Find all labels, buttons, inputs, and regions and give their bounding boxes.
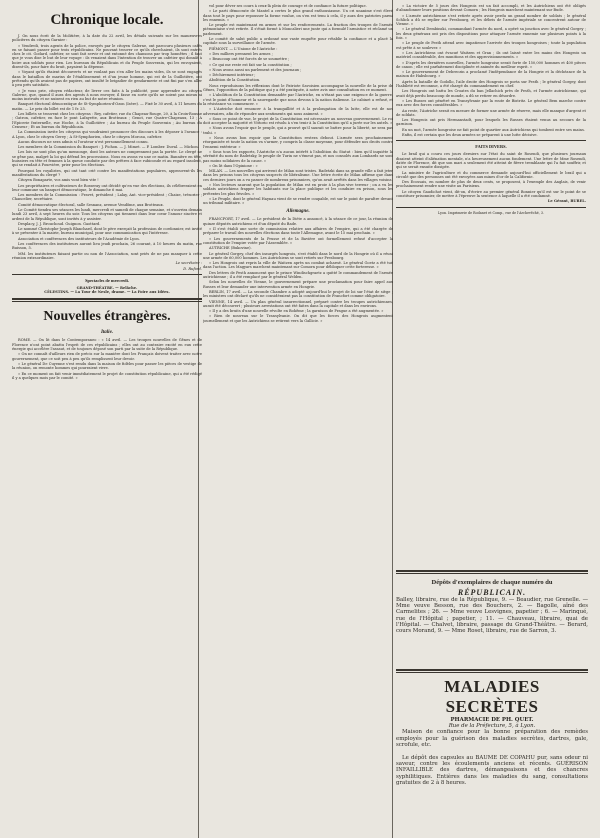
paragraph: « Le peuple de Pesth attend avec impatience l'arrivée des troupes hongroises ; toute la population est prête à se soulever. » [396,41,586,50]
paragraph: Enfin, il est certain que les deux armées se préparent à une lutte décisive. [402,133,538,138]
paragraph: « Des milliers prennent les armes ; [209,51,273,56]
paragraph: En un mot, l'armée hongroise ne fait point de quartier aux Autrichiens qui tombent entre ses mains. [402,127,585,132]
paragraph: « Nos lecteurs sauront que la population de Milan est en proie à la plus vive terreur ; on a vu les soldats autrichiens frapper les habitants sur la place publique et les conduire en prison, sous les prétextes les plus frivoles. » [203,182,393,196]
paragraph: Les propriétaires et cultivateurs de Rosseray ont décidé qu'en vue des élections, ils célébreraient en leur commune un banquet démocratique, le dimanche 6 mai. [12,183,202,192]
right-news-top [396,4,586,137]
foreign-news [12,338,202,380]
paragraph: VIENNE, 14 avril. — Un plan général insurrectionnel, préparé contre les troupes autrichiennes, aurait été découvert ; plusieurs arrestations ont été faites dans la capitale et dans les environs. [203,299,393,308]
paragraph: Selon les nouvelles de Vienne, le gouvernement prépare une proclamation pour faire appel aux Russes et leur demander une intervention armée en Hongrie. [203,280,393,289]
theatre-line: GRAND-THÉATRE. — Relâche. [76,285,138,290]
paragraph: PIÉMONT. — L'Unione de l'Autriche : [209,46,278,51]
paragraph: « Les Autrichiens ont évacué Waitzen et Gran ; ils ont laissé entre les mains des Hongrois un matériel considérable, des munitions et des approvisionnements. » [396,50,586,60]
paragraph: Des Ecossais, en nombre de plus de deux cents, se proposent, à l'exemple des Anglais, de venir prochainement rendre une visite au Parisiens. [396,180,586,189]
middle-column [203,4,393,834]
paragraph: Les Hongrois ont pris Hermanstadt, pour lesquels les Russes étaient venus au secours de la garnison. [396,118,586,127]
paragraph: Le Comité tiendra ses séances les lundi, mercredi et samedi de chaque semaine, et s'ouvrira demain lundi 23 avril, à sept heures du soir. Tous les citoyens qui tiennent dans leur cœur l'amour sincère et ardent de la République, sont invités à y assister. [12,207,202,221]
paragraph: « Le général De Cuyenne s'est rendu dans la maison de fidèles pour passer les pièces de vestige de la réunion, on remonte hommes qui pourraient vivre. [12,361,202,371]
paragraph: Le général Gorgey, chef des insurgés hongrois, s'est établi dans le nord de la Hongrie où il a réuni une armée de 60,000 hommes. Les Autrichiens se sont retirés sur Presbourg. [203,251,393,260]
paragraph: Le brail qui a couru ces jours derniers sur l'état du saint de Rosendi, que plusieurs journaux disaient atteint d'aliénation mentale, n'a heureusement aucun fondement. Une lettre de Mme Rosendi, datée de Florence, dit que son mari a seulement été atteint de fièvre tremblante qui l'a fait souffrir, et qui se serait ensuite dissipée. [396,152,586,170]
paragraph: Le citoyen Gaudichot vient, dit-on, d'écrire au premier général Bonnier qu'il est sur le point de se constituer prisonnier, de mettre à l'épreuve la sentence à laquelle il a été condamné. [396,189,586,198]
gerant-signature: Le Gérant, BUREL. [547,199,586,204]
divider [12,298,202,302]
paragraph: « Il y a des bruits d'une nouvelle révolte en Bohême ; la garnison de Prague a été augmentée. » [209,309,384,314]
divider [396,140,586,141]
paragraph: Le comité de salut public a ordonné une vaste enquête pour rétablir la confiance et a placé la capitale sous la surveillance de l'armée. [203,37,393,46]
paragraph: MILAN. — Les nouvelles qui arrivent de Milan sont tristes. Radetzki dans sa grande ville a fait jeter dans les prisons tous les citoyens suspects de libéralisme. Une lettre écrite de Milan affirme que dans ces derniers jours on a vu passer de nombreux prisonniers, qu'on avait arrêtés dans les villages voisins. [203,169,393,182]
middle-news-bottom [203,217,393,323]
paragraph: » Je vous prie, citoyen rédacteur, de livrer ces faits à la publicité, pour apprendre au citoyen Galerne, que, quand il aura des agents à nous envoyer, il fasse en sorte qu'ils ne soient pas mieux ni moins instruits et ne nuisent en rien au but de notre réunion. [12,88,202,102]
paragraph: Desplacy, J. J. Brouchoud. Guignon. Gaottard. [18,221,101,226]
divider [396,207,586,208]
paragraph: « Vendredi, trois agents de la police, envoyés par le citoyen Galerne, ont parcouru plusieurs cafés en se faisant passer pour trois républicains. Ne pouvant trouver ce qu'ils cherchaient, ils sont entrés chez le cit. Godard, cafetier, se sont fait servir et ont entonné des chansons par trop honnêtes ; il faut que je vous dise le but de leur voyage : ils venaient dans l'intention de trouver un cafetier qui donnât à boire aux soldats pour rien. Les bureaux du Républicain et du Peuple Souverain, qui les envoyaient, disent-ils, pour faire du bruit, payaient la dépense. [12,43,202,70]
paragraph: « La victoire de 5 jours des Hongrois est un fait accompli, et les Autrichiens ont été obligés d'abandonner leurs positions devant Comorn ; les Hongrois marchent maintenant sur Bude. [396,4,586,13]
paragraph: La ministre de l'agriculture et du commerce demande aujourd'hui officiellement le brail qui a circulé que des personnes ont été envoyées aux mines d'or de la Californie. [396,170,586,179]
faits-divers [396,152,586,198]
paragraph: Nous reproduisons les réflexions dont le Patriote Savoisien accompagne la nouvelle de la prise de Gênes, l'opposition de la politique qui y a été pratiquée, à notre avis une consultation en ce moment. [203,83,393,93]
ad-subtitle: PHARMACIE DE PH. QUET. [450,717,534,723]
middle-news-top [203,4,393,205]
paragraph: « Beaucoup ont été forcés de se soumettre ; [209,57,290,62]
paragraph: « Il s'est établi une sorte de commission relative aux affaires de l'empire, qui a été chargée de préparer le travail des nouvelles élections dans toute l'Allemagne, avant le 15 mai prochain. » [203,227,393,236]
ad-body: Maison de confiance pour la bonne préparation des remèdes employés pour la guérison des maladies secrètes, dartres, gale, scrofule, etc. [396,729,588,748]
paragraph: « Le parti démocrate de Mantel a certes le plus grand enthousiasme. Un cri unanime s'est élevé dans tout le pays pour repousser la forme voulue, on s'en est tenu à cela, il y aura des patriotes parmi les ennemis. » [203,9,393,22]
paragraph: Citoyen Bonaparte, vos amis vont bien vite ! [18,178,99,183]
germany-heading: Allemagne. [286,209,310,215]
paragraph: « L'armée autrichienne s'est retirée après avoir perdu un grand nombre de soldats ; le général Schlick a dû se replier sur Presbourg, et les débris de l'armée impériale se concentrent autour de Vienne. » [396,13,586,27]
advertisement-pharmacy [396,665,588,748]
paragraph: « Nous avons bon espoir que la Constitution restera debout. L'armée sera prochainement réorganisée et toute la nation va s'armer, y compris la classe moyenne, pour défendre nos droits contre l'ennemi extérieur. » [203,136,393,149]
paragraph: Les membres de la Commission : Fravet, président ; Lalay, Ant. vice-président ; Chaize, trésorier ; Chancelier, secrétaire. [12,193,202,202]
paragraph: « Nous avons aussi un parlement et des journaux ; [209,67,302,72]
paragraph: « Les Russes ont pénétré en Transylvanie par la route de Bistritz. Le général Bem marche contre eux avec des forces considérables. » [396,98,586,108]
divider [12,274,202,275]
ad-body: Balley, libraire, rue de la République, 9. — Beaudier, rue Grenelle. — Mme veuve Besson, rue des Bouchers, 2. — Bagolle, aîné des Carmelites ; 26. — Mme veuve Lesvignes, papetier ; 6. — Marinqué, rue de l'Hôpital ; papetier, ; 11. — Chauveau, libraire, quai de l'Hôpital. — Chalvet, libraire, passage du Grand-Théâtre. — Berard, cours Morand, 9. — Mme Roset, libraire, rue de Sarron, 3. [396,597,588,635]
ad-title: RÉPUBLICAIN. [457,588,527,597]
foreign-news-subtitle: Italie. [100,330,114,336]
ad-title: MALADIES SECRÈTES [444,677,540,716]
paragraph: J. On nous écrit de la Molitière, à la date du 22 avril, les détails suivants sur les manœuvres policières du citoyen Garnier : [12,34,202,43]
paragraph: Au reste, l'Autriche serait en mesure de former une armée de réserve, mais elle manque d'argent et de soldats. [396,108,586,117]
right-column [396,4,586,564]
paragraph: « Déchirement intérieur ; [209,73,256,78]
section-title: Chronique locale. [50,12,164,28]
paragraph: FRANCFORT, 17 avril. — Le président de la Diète a annoncé, à la séance de ce jour, la réunion de quinze députés autrichiens et d'un député du Bade. [203,217,393,226]
paragraph: Association et conférences des instituteurs de l'Académie de Lyon. [18,236,140,241]
paragraph: « D'après les dernières nouvelles, l'armée hongroise serait forte de 150,000 hommes et 400 pièces de canon ; elle est parfaitement disciplinée et animée du meilleur esprit. » [396,60,586,69]
paragraph: « Ce qui me reste est fait sur la constitution ; [209,62,292,67]
divider [396,669,588,673]
paragraph: vol pour déver ses cours à ceux-là plein de courage et de confiance la future politique. [209,4,367,8]
paragraph: « Rien de nouveau sur le Transylvanie. On dit que les forces des Hongrois augmentent journellement et que les Autrichiens se retirent vers la Gallicie. » [203,314,393,323]
paragraph: AUTRICHE (Bukovine). [209,246,252,251]
foreign-news-title: Nouvelles étrangères. [43,309,171,325]
paragraph: « Sous ce point de vue, le projet de la Constitution est nécessaire au nouveau gouvernement. Le roi doit accepter la majorité et Vittorio est résolu à s'en tenir à la Constitution qu'il a jurée sur les autels. » [203,116,393,126]
paragraph: ROME. — On lit dans le Contemporaneo : « 14 avril. — Les troupes nouvelles de Gênes et de Florence n'ont point abattu l'esprit de ces républicains ; elles ont au contraire excité en eux cette énergie qui accélère l'assaut, et de toujours déposé son parti par la suite de la République. [12,338,202,352]
paragraph: « Le gouvernement de Debreczin a proclamé l'indépendance de la Hongrie et la déchéance de la maison de Habsbourg. » [396,70,586,79]
paragraph: « Voyant qu'ils étaient découverts et ne voulant pas s'en aller les mains vides, ils se sont engagés dans le bataillon de marins de l'établissement et d'un jeune homme, qui est de la Guillotière, ont prétendu qu'ils avaient pas de papiers, ont insulté le brigadier de gendarmerie et ont fini par s'en aller à peu près satisfaits. [12,70,202,88]
paragraph: Banquet électoral démocratique de St-Symphorien-d'Ozon (Isère). — Fixé le 30 avril, à 11 heures du matin. — Le prix du billet est de 1 fr. 25. [12,102,202,111]
faits-divers-heading: FAITS DIVERS. [475,144,507,150]
paragraph: Les lois ne sont plus qu'un mensonge, dont les auteurs ne comprennent pas la portée. Le clergé ne se gêne pas, malgré la loi qui défend les processions. Nous en avons vu une ce matin. Bannière en tête, huissiers en tête et femmes à la queue conduite par des prêtres à face rubiconde et au regard insolent, qui se rendait à Fourvière, prier pour les élections. [12,150,202,168]
paragraph: Le peuple est maintenant en armes et sur les renforcements. La fraction des troupes de l'armée piémontaise s'est retirée. Il s'était formé à Moncalieri une junte qui a formulé l'armistice et réclamé un parlement. [203,23,393,36]
paragraph: Abolition de la Constitution. [209,78,261,83]
paragraph: « Les gouvernements de la Prusse et de la Bavière ont formellement refusé d'accepter la constitution de l'empire votée par l'Assemblée. » [203,236,393,245]
secretary-name: D. Rufard. [183,266,202,271]
paragraph: « On ne connaît d'ailleurs rien de précis sur la manière dont les Français doivent traiter avec notre gouvernement, que ce soit peu à peu qu'ils remplissent leur devoir. [12,352,202,361]
theatre-line: CÉLESTINS. — La Tour de Nesle, drame. — La Foire aux Idées. [44,290,170,295]
paragraph: « L'abolition de la Constitution demandée par l'Autriche, en n'étant pas une exigence de la guerre, c'est le point d'honneur et la sauvegarde que nous devons à la nation italienne. Le cabinet a refusé, et la résistance va commencer. » [203,93,393,106]
ad-body: Le dépôt des capsules au BAUME DE COPAHU pur, sans odeur ni saveur, contre les écoulements anciens et récents. GUÉRISON INFAILLIBLE des dartres, démangeaisons et des chancres syphilitiques. Entières dans les maladies du sang, consultations gratuites de 2 à 8 heures. [396,755,588,786]
paragraph: Pourquoi les royalistes, qui ont tant crié contre les manifestations populaires, approuvent-ils les manifestations du clergé ? [12,168,202,177]
paragraph: Les membres de la Commission du Banquet : J. Pichon. — J. Mimet. — P. Lomber. Duval. — Michon. [18,145,199,150]
paragraph: Les conférences des instituteurs auront lieu jeudi prochain, 26 courant, à 10 heures du matin, rue Buisson, 5. [12,242,202,251]
ad-address: Rue de la Préfecture, 5, à Lyon. [448,723,536,730]
divider [396,570,588,574]
paragraph: BERLIN, 17 avril. — La seconde Chambre a adopté aujourd'hui le projet de loi sur l'état de siège ; les ministres ont déclaré qu'ils ne considéraient pas la constitution de Francfort comme obligatoire. [203,289,393,299]
theatre-heading: Spectacles de mercredi. [85,277,129,283]
left-column [12,4,202,834]
paragraph: Le nommé Christophe-Joseph Blanchard, dont le père exerçait la profession de cordonnier, est invité à se présenter à la mairie, bureau municipal, pour une communication qui l'intéresse. [12,227,202,236]
paragraph: Des lettres de Pesth annoncent que le prince Windischgraetz a quitté le commandement de l'armée autrichienne ; il a été remplacé par le général Welden. [203,270,393,280]
paragraph: « On lit dans l'Opinione : » [209,163,258,168]
printer-imprint: Lyon. Imprimerie de Rodanet et Comp., rue de l'Archevêché, 3. [437,210,544,215]
secretary-label: Le secrétaire : [175,261,202,266]
paragraph: Aucun discours ne sera admis si l'orateur n'est personnellement connu. [18,139,149,144]
paragraph: Comité démocratique électoral, salle Sesnanz, avenue Vendôme, aux Brotteaux. [18,202,164,207]
paragraph: « En ce moment on fait venir immédiatement le projet de constitution républicaine, qui a été rédigé il y a quelques mois par le comité. » [12,371,202,380]
paragraph: Après la bataille de Godollo, l'aile droite des Hongrois se porta sur Pesth ; le général Gorgey, dont l'habileté est reconnue, a été chargé du commandement en chef. [396,79,586,89]
paragraph: « Le général Dembinski, commandant l'armée du nord, a opéré sa jonction avec le général Gorgey ; les deux généraux ont pris des dispositions pour attaquer l'armée ennemie sur plusieurs points à la fois. » [396,27,586,41]
paragraph: « Le Peuple, dont le général Haynau vient de se rendre coupable, est sur le point de paraître devant un tribunal militaire. » [203,196,393,206]
advertisement-remedies [396,755,588,786]
local-chronicle [12,34,202,260]
paragraph: Les billets se trouvent chez les citoyens : Rey, cafetier, rue du Chapeau-Rouge, 20, à la Croix-Rousse ; Gatron, cafetier, en face le pont Lafayette, aux Brotteaux ; Genot, rue Quatre-Chapeaux, 13 ; A l'Epicerie fraternelle, rue Hoche, à la Guillotière ; Au bureau du Peuple Souverain ; Au bureau du Censeur ; Et au bureau du Républicain. [12,112,202,129]
paragraph: Les Hongrois ont battu les Croates du ban Jellachich près de Pesth, et l'armée autrichienne, qui avait déjà perdu beaucoup de monde, a dû se retirer en désordre. [396,89,586,98]
ad-title: Dépôts d'exemplaires de chaque numéro du [431,579,553,586]
paragraph: « Sous tous les rapports, l'Autriche n'a aucun intérêt à l'abolition du Statut : bien qu'il inquiète la sérénité du nom de Radetzky, le peuple de Turin ne s'émeut pas, et nos consolés aux Lombards ne sont pas moins solidaires de la cause. » [203,149,393,163]
paragraph: « Nous avons l'espoir que le peuple, qui a prouvé qu'il saurait se battre pour la liberté, ne sera pas trahi. » [203,126,393,135]
paragraph: La Commission invite les citoyens qui voudraient prononcer des discours à les déposer à l'avance : A Lyon, chez le citoyen Gerey ; A St-Symphorien, chez le citoyen Morcau, cafetier. [12,130,202,139]
paragraph: « Les Hongrois ont repris la ville de Waitzen après un combat acharné. Le général Goetz a été tué dans l'action. Les Magyars marchent maintenant sur Comorn pour débloquer cette forteresse. » [203,261,393,270]
advertisement-depots [396,566,588,634]
paragraph: « L'Autriche doit renoncer à la tranquillité et à la prolongation de la lutte, elle est de nos adversaires, afin de répondre aux sentiments qui nous animent. » [203,107,393,116]
paragraph: MM. les instituteurs faisant partie ou non de l'Association, sont priés de ne pas manquer à cette réunion extraordinaire. [12,251,202,260]
